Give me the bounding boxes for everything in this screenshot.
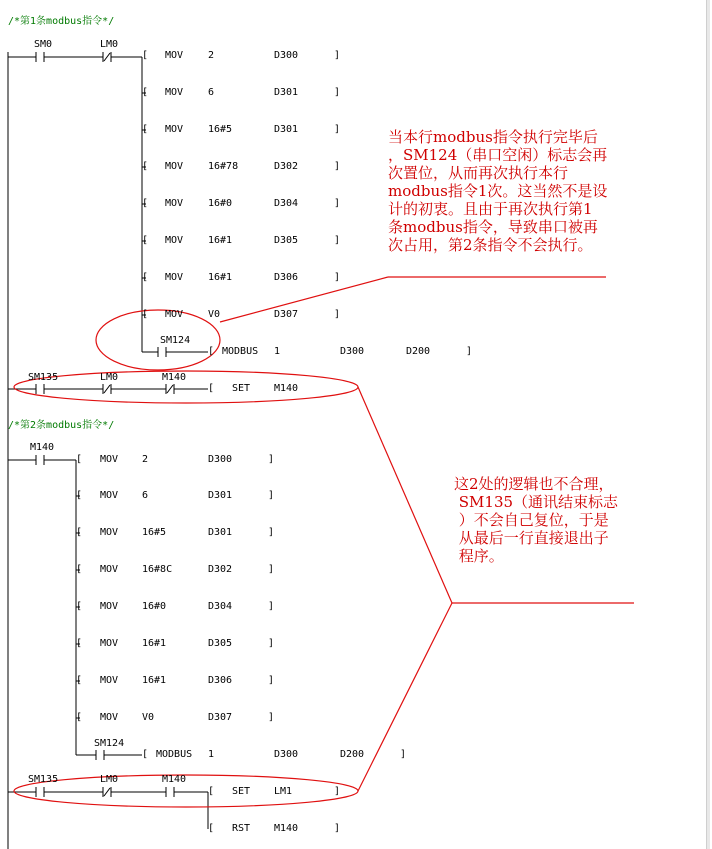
mov-row-r1-4-operand-2[interactable]: D302	[274, 161, 299, 172]
contact-label-sm135-b[interactable]: SM135	[28, 774, 59, 785]
mov-row-r1-7-open-bracket: [	[142, 272, 149, 283]
mov-row-r2-2-operand-1[interactable]: 6	[142, 490, 149, 501]
mov-row-r2-5-open-bracket: [	[76, 601, 83, 612]
modbus-row-r1-operand-1[interactable]: 1	[274, 346, 281, 357]
mov-row-r1-4-opcode[interactable]: MOV	[165, 161, 184, 172]
contact-label-m140-b[interactable]: M140	[30, 442, 55, 453]
mov-row-r2-2-close-bracket: ]	[268, 490, 275, 501]
contact-label-sm0[interactable]: SM0	[34, 39, 53, 50]
mov-row-r2-1-operand-2[interactable]: D300	[208, 454, 233, 465]
annotation-pointer-2	[358, 603, 452, 791]
mov-row-r1-5-operand-1[interactable]: 16#0	[208, 198, 233, 209]
mov-row-r2-7-opcode[interactable]: MOV	[100, 675, 119, 686]
mov-row-r1-7-close-bracket: ]	[334, 272, 341, 283]
contact-label-sm124[interactable]: SM124	[160, 335, 191, 346]
contact-lm0-b-slash	[104, 385, 110, 393]
mov-row-r2-6-operand-1[interactable]: 16#1	[142, 638, 167, 649]
mov-row-r2-6-operand-2[interactable]: D305	[208, 638, 233, 649]
mov-row-r1-1-opcode[interactable]: MOV	[165, 50, 184, 61]
contact-label-lm0-b[interactable]: LM0	[100, 372, 119, 383]
mov-row-r2-7-operand-2[interactable]: D306	[208, 675, 233, 686]
contact-lm0-c-slash	[104, 788, 110, 796]
mov-row-r2-2-operand-2[interactable]: D301	[208, 490, 233, 501]
vertical-scrollbar[interactable]	[706, 0, 710, 849]
mov-row-r2-8-opcode[interactable]: MOV	[100, 712, 119, 723]
mov-row-r2-5-operand-1[interactable]: 16#0	[142, 601, 167, 612]
mov-row-r1-8-open-bracket: [	[142, 309, 149, 320]
mov-row-r2-3-close-bracket: ]	[268, 527, 275, 538]
mov-row-r2-6-close-bracket: ]	[268, 638, 275, 649]
mov-row-r1-8-close-bracket: ]	[334, 309, 341, 320]
mov-row-r2-5-operand-2[interactable]: D304	[208, 601, 233, 612]
mov-row-r1-3-open-bracket: [	[142, 124, 149, 135]
modbus-row-r1-open-bracket: [	[208, 346, 215, 357]
mov-row-r2-2-opcode[interactable]: MOV	[100, 490, 119, 501]
annotation-note-top: 当本行modbus指令执行完毕后 ，SM124（串口空闲）标志会再 次置位，从而再次执行本行 modbus指令1次。这当然不是设 计的初衷。且由于再次执行第1 条modbus指令，导致串口被再 次占用，第2条指令不会执行。	[388, 128, 608, 254]
annotation-pointer-1	[358, 387, 452, 603]
set-row-r2-close-bracket: ]	[334, 786, 341, 797]
modbus-row-r1-close-bracket: ]	[466, 346, 473, 357]
modbus-row-r2-close-bracket: ]	[400, 749, 407, 760]
set-row-r2-open-bracket: [	[208, 786, 215, 797]
mov-row-r1-7-opcode[interactable]: MOV	[165, 272, 184, 283]
set-row-r2-operand-1[interactable]: LM1	[274, 786, 293, 797]
mov-row-r1-7-operand-2[interactable]: D306	[274, 272, 299, 283]
mov-row-r1-1-operand-1[interactable]: 2	[208, 50, 215, 61]
mov-row-r2-1-open-bracket: [	[76, 454, 83, 465]
contact-label-m140[interactable]: M140	[162, 372, 187, 383]
mov-row-r2-3-open-bracket: [	[76, 527, 83, 538]
mov-row-r2-8-close-bracket: ]	[268, 712, 275, 723]
mov-row-r1-3-operand-2[interactable]: D301	[274, 124, 299, 135]
mov-row-r1-3-close-bracket: ]	[334, 124, 341, 135]
mov-row-r1-5-opcode[interactable]: MOV	[165, 198, 184, 209]
mov-row-r2-6-opcode[interactable]: MOV	[100, 638, 119, 649]
mov-row-r2-4-opcode[interactable]: MOV	[100, 564, 119, 575]
mov-row-r1-1-close-bracket: ]	[334, 50, 341, 61]
mov-row-r1-3-operand-1[interactable]: 16#5	[208, 124, 233, 135]
mov-row-r2-3-operand-2[interactable]: D301	[208, 527, 233, 538]
mov-row-r1-6-open-bracket: [	[142, 235, 149, 246]
mov-row-r2-4-operand-1[interactable]: 16#8C	[142, 564, 173, 575]
modbus-row-r1-operand-3[interactable]: D200	[406, 346, 431, 357]
contact-m140-slash	[167, 385, 173, 393]
mov-row-r2-1-opcode[interactable]: MOV	[100, 454, 119, 465]
contact-label-sm124-b[interactable]: SM124	[94, 738, 125, 749]
mov-row-r1-2-operand-2[interactable]: D301	[274, 87, 299, 98]
mov-row-r2-8-open-bracket: [	[76, 712, 83, 723]
modbus-row-r2-opcode[interactable]: MODBUS	[156, 749, 193, 760]
mov-row-r1-5-close-bracket: ]	[334, 198, 341, 209]
mov-row-r2-4-open-bracket: [	[76, 564, 83, 575]
mov-row-r1-3-opcode[interactable]: MOV	[165, 124, 184, 135]
mov-row-r1-8-opcode[interactable]: MOV	[165, 309, 184, 320]
contact-label-lm0-c[interactable]: LM0	[100, 774, 119, 785]
mov-row-r2-4-operand-2[interactable]: D302	[208, 564, 233, 575]
mov-row-r2-5-close-bracket: ]	[268, 601, 275, 612]
mov-row-r1-6-operand-2[interactable]: D305	[274, 235, 299, 246]
contact-label-sm135[interactable]: SM135	[28, 372, 59, 383]
mov-row-r2-8-operand-1[interactable]: V0	[142, 712, 155, 723]
contact-label-lm0[interactable]: LM0	[100, 39, 119, 50]
mov-row-r2-5-opcode[interactable]: MOV	[100, 601, 119, 612]
set-row-r1-operand-1[interactable]: M140	[274, 383, 299, 394]
rung-comment-2: /*第2条modbus指令*/	[8, 420, 115, 431]
mov-row-r2-7-operand-1[interactable]: 16#1	[142, 675, 167, 686]
mov-row-r1-2-close-bracket: ]	[334, 87, 341, 98]
mov-row-r2-1-operand-1[interactable]: 2	[142, 454, 149, 465]
rst-row-r2-open-bracket: [	[208, 823, 215, 834]
mov-row-r1-2-operand-1[interactable]: 6	[208, 87, 215, 98]
mov-row-r1-1-open-bracket: [	[142, 50, 149, 61]
mov-row-r1-6-close-bracket: ]	[334, 235, 341, 246]
mov-row-r1-7-operand-1[interactable]: 16#1	[208, 272, 233, 283]
rst-row-r2-opcode[interactable]: RST	[232, 823, 251, 834]
mov-row-r1-2-opcode[interactable]: MOV	[165, 87, 184, 98]
mov-row-r2-3-operand-1[interactable]: 16#5	[142, 527, 167, 538]
mov-row-r2-4-close-bracket: ]	[268, 564, 275, 575]
mov-row-r1-4-open-bracket: [	[142, 161, 149, 172]
mov-row-r2-6-open-bracket: [	[76, 638, 83, 649]
mov-row-r1-6-opcode[interactable]: MOV	[165, 235, 184, 246]
mov-row-r1-8-operand-2[interactable]: D307	[274, 309, 299, 320]
mov-row-r2-1-close-bracket: ]	[268, 454, 275, 465]
mov-row-r1-4-operand-1[interactable]: 16#78	[208, 161, 239, 172]
rst-row-r2-close-bracket: ]	[334, 823, 341, 834]
set-row-r2-opcode[interactable]: SET	[232, 786, 251, 797]
contact-lm0-slash	[104, 53, 110, 61]
mov-row-r2-8-operand-2[interactable]: D307	[208, 712, 233, 723]
mov-row-r1-8-operand-1[interactable]: V0	[208, 309, 221, 320]
mov-row-r2-7-open-bracket: [	[76, 675, 83, 686]
modbus-row-r1-operand-2[interactable]: D300	[340, 346, 365, 357]
mov-row-r1-1-operand-2[interactable]: D300	[274, 50, 299, 61]
mov-row-r1-4-close-bracket: ]	[334, 161, 341, 172]
annotation-note-bottom: 这2处的逻辑也不合理， SM135（通讯结束标志 ）不会自己复位，于是 从最后一行直接退出子 程序。	[454, 475, 619, 565]
modbus-row-r2-operand-1[interactable]: 1	[208, 749, 215, 760]
rung-comment-1: /*第1条modbus指令*/	[8, 16, 115, 27]
set-row-r1-open-bracket: [	[208, 383, 215, 394]
annotation-pointer-top	[220, 277, 388, 322]
rst-row-r2-operand-1[interactable]: M140	[274, 823, 299, 834]
modbus-row-r2-operand-2[interactable]: D300	[274, 749, 299, 760]
mov-row-r2-7-close-bracket: ]	[268, 675, 275, 686]
mov-row-r1-5-open-bracket: [	[142, 198, 149, 209]
mov-row-r1-5-operand-2[interactable]: D304	[274, 198, 299, 209]
mov-row-r2-2-open-bracket: [	[76, 490, 83, 501]
mov-row-r1-2-open-bracket: [	[142, 87, 149, 98]
set-row-r1-opcode[interactable]: SET	[232, 383, 251, 394]
contact-label-m140-c[interactable]: M140	[162, 774, 187, 785]
annotation-ellipse-sm124	[96, 310, 220, 370]
mov-row-r1-6-operand-1[interactable]: 16#1	[208, 235, 233, 246]
modbus-row-r1-opcode[interactable]: MODBUS	[222, 346, 259, 357]
modbus-row-r2-open-bracket: [	[142, 749, 149, 760]
modbus-row-r2-operand-3[interactable]: D200	[340, 749, 365, 760]
mov-row-r2-3-opcode[interactable]: MOV	[100, 527, 119, 538]
